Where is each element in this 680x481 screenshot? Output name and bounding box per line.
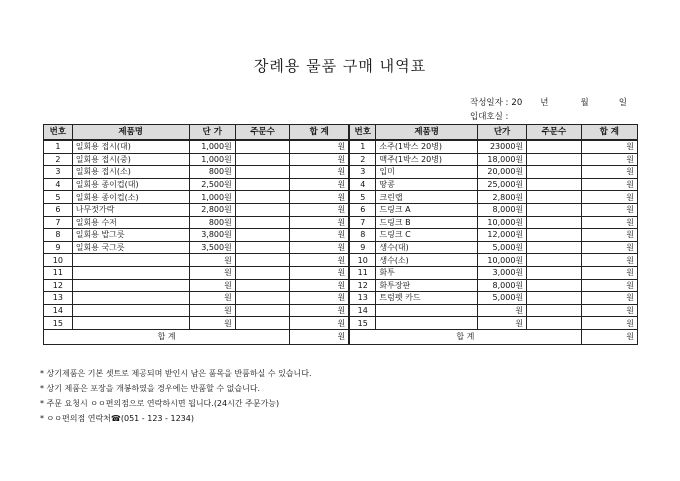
row-total[interactable]: 원 bbox=[290, 292, 350, 305]
row-qty[interactable] bbox=[235, 279, 289, 292]
row-no-right: 2 bbox=[349, 153, 376, 166]
row-unit-price: 3,500원 bbox=[189, 241, 235, 254]
header-no: 번호 bbox=[44, 125, 73, 141]
row-total-right[interactable]: 원 bbox=[581, 266, 637, 279]
row-product bbox=[72, 266, 189, 279]
row-no-right: 7 bbox=[349, 216, 376, 229]
row-product: 일회용 국그릇 bbox=[72, 241, 189, 254]
page-title: 장례용 물품 구매 내역표 bbox=[253, 57, 427, 75]
row-product bbox=[72, 304, 189, 317]
header-no-right: 번호 bbox=[349, 125, 376, 141]
row-product-right: 소주(1박스 20병) bbox=[376, 140, 478, 153]
row-unit-price: 1,000원 bbox=[189, 191, 235, 204]
row-no-right: 3 bbox=[349, 166, 376, 179]
row-no: 13 bbox=[44, 292, 73, 305]
row-product-right bbox=[376, 317, 478, 330]
row-total-right[interactable]: 원 bbox=[581, 254, 637, 267]
row-qty[interactable] bbox=[235, 292, 289, 305]
row-no: 3 bbox=[44, 166, 73, 179]
row-unit-price-right: 5,000원 bbox=[477, 241, 526, 254]
header-total: 합 계 bbox=[290, 125, 350, 141]
row-unit-price-right: 23000원 bbox=[477, 140, 526, 153]
room-label: 입대호실 : bbox=[470, 112, 509, 122]
row-qty[interactable] bbox=[235, 153, 289, 166]
row-unit-price: 1,000원 bbox=[189, 153, 235, 166]
row-no-right: 12 bbox=[349, 279, 376, 292]
row-unit-price-right: 10,000원 bbox=[477, 216, 526, 229]
row-no: 4 bbox=[44, 178, 73, 191]
row-no-right: 13 bbox=[349, 292, 376, 305]
row-qty-right[interactable] bbox=[527, 178, 581, 191]
row-product: 일회용 종이컵(대) bbox=[72, 178, 189, 191]
row-total-right[interactable]: 원 bbox=[581, 191, 637, 204]
row-total[interactable]: 원 bbox=[290, 178, 350, 191]
row-qty-right[interactable] bbox=[527, 166, 581, 179]
row-total[interactable]: 원 bbox=[290, 254, 350, 267]
header-product: 제품명 bbox=[72, 125, 189, 141]
row-unit-price: 원 bbox=[189, 304, 235, 317]
table-row bbox=[44, 304, 638, 317]
row-qty[interactable] bbox=[235, 266, 289, 279]
row-total-right[interactable]: 원 bbox=[581, 304, 637, 317]
row-qty[interactable] bbox=[235, 203, 289, 216]
date-label: 작성일자 : bbox=[470, 98, 509, 108]
row-qty-right[interactable] bbox=[527, 266, 581, 279]
row-product: 일회용 접시(소) bbox=[72, 166, 189, 179]
row-unit-price-right: 원 bbox=[477, 317, 526, 330]
total-value-left[interactable]: 원 bbox=[290, 329, 350, 344]
table-row bbox=[44, 166, 638, 179]
row-total[interactable]: 원 bbox=[290, 266, 350, 279]
header-product-right: 제품명 bbox=[376, 125, 478, 141]
table-row bbox=[44, 140, 638, 153]
total-value-right[interactable]: 원 bbox=[581, 329, 637, 344]
row-no-right: 4 bbox=[349, 178, 376, 191]
row-total[interactable]: 원 bbox=[290, 216, 350, 229]
row-no-right: 6 bbox=[349, 203, 376, 216]
date-line bbox=[470, 96, 627, 108]
row-qty-right[interactable] bbox=[527, 140, 581, 153]
row-unit-price: 원 bbox=[189, 254, 235, 267]
row-no: 2 bbox=[44, 153, 73, 166]
row-product: 일회용 종이컵(소) bbox=[72, 191, 189, 204]
row-product: 일회용 수저 bbox=[72, 216, 189, 229]
row-qty[interactable] bbox=[235, 254, 289, 267]
row-no-right: 15 bbox=[349, 317, 376, 330]
row-unit-price-right: 18,000원 bbox=[477, 153, 526, 166]
row-unit-price: 원 bbox=[189, 292, 235, 305]
row-total-right[interactable]: 원 bbox=[581, 153, 637, 166]
row-unit-price-right: 2,800원 bbox=[477, 191, 526, 204]
row-total[interactable]: 원 bbox=[290, 279, 350, 292]
row-unit-price: 2,800원 bbox=[189, 203, 235, 216]
row-unit-price: 2,500원 bbox=[189, 178, 235, 191]
note-item: * 주문 요청시 ㅇㅇ편의점으로 연락하시면 됩니다.(24시간 주문가능) bbox=[40, 399, 280, 408]
row-product-right: 드링크 C bbox=[376, 229, 478, 242]
table-row bbox=[44, 203, 638, 216]
row-unit-price-right: 12,000원 bbox=[477, 229, 526, 242]
row-no-right: 11 bbox=[349, 266, 376, 279]
row-total-right[interactable]: 원 bbox=[581, 203, 637, 216]
table-row bbox=[44, 254, 638, 267]
row-unit-price-right: 20,000원 bbox=[477, 166, 526, 179]
row-qty[interactable] bbox=[235, 216, 289, 229]
row-no-right: 8 bbox=[349, 229, 376, 242]
row-unit-price-right: 10,000원 bbox=[477, 254, 526, 267]
row-unit-price: 3,800원 bbox=[189, 229, 235, 242]
row-no-right: 9 bbox=[349, 241, 376, 254]
table-row bbox=[44, 229, 638, 242]
table-row bbox=[44, 153, 638, 166]
row-no: 9 bbox=[44, 241, 73, 254]
row-no: 12 bbox=[44, 279, 73, 292]
row-no: 10 bbox=[44, 254, 73, 267]
order-table bbox=[43, 124, 638, 345]
row-product-right: 땅콩 bbox=[376, 178, 478, 191]
row-unit-price-right: 원 bbox=[477, 304, 526, 317]
table-row bbox=[44, 317, 638, 330]
total-label-left: 합 계 bbox=[44, 329, 290, 344]
note-item: * 상기제품은 기본 셋트로 제공되며 받인시 남은 품목을 반품하실 수 있습니다. bbox=[40, 369, 312, 378]
row-qty[interactable] bbox=[235, 191, 289, 204]
row-no-right: 1 bbox=[349, 140, 376, 153]
row-product: 일회용 접시(대) bbox=[72, 140, 189, 153]
row-product-right: 맥주(1박스 20병) bbox=[376, 153, 478, 166]
day-unit: 일 bbox=[618, 98, 627, 108]
row-unit-price: 원 bbox=[189, 317, 235, 330]
row-total-right[interactable]: 원 bbox=[581, 241, 637, 254]
row-product bbox=[72, 279, 189, 292]
row-unit-price: 원 bbox=[189, 279, 235, 292]
year-prefix: 20 bbox=[511, 98, 523, 108]
row-unit-price-right: 3,000원 bbox=[477, 266, 526, 279]
row-total[interactable]: 원 bbox=[290, 229, 350, 242]
header-unit-price: 단 가 bbox=[189, 125, 235, 141]
note-item: * ㅇㅇ편의점 연락처☎(051 - 123 - 1234) bbox=[40, 414, 194, 423]
row-qty[interactable] bbox=[235, 229, 289, 242]
row-product-right: 화투 bbox=[376, 266, 478, 279]
row-product: 일회용 밥그릇 bbox=[72, 229, 189, 242]
row-total[interactable]: 원 bbox=[290, 191, 350, 204]
row-total-right[interactable]: 원 bbox=[581, 178, 637, 191]
year-unit: 년 bbox=[540, 98, 549, 108]
header-total-right: 합 계 bbox=[581, 125, 637, 141]
row-total[interactable]: 원 bbox=[290, 304, 350, 317]
row-total[interactable]: 원 bbox=[290, 153, 350, 166]
row-no: 5 bbox=[44, 191, 73, 204]
row-product-right: 입미 bbox=[376, 166, 478, 179]
row-product-right: 생수(소) bbox=[376, 254, 478, 267]
row-qty-right[interactable] bbox=[527, 292, 581, 305]
row-total-right[interactable]: 원 bbox=[581, 292, 637, 305]
row-product-right: 화투장판 bbox=[376, 279, 478, 292]
table-row bbox=[44, 241, 638, 254]
table-row bbox=[44, 279, 638, 292]
row-no: 14 bbox=[44, 304, 73, 317]
row-total[interactable]: 원 bbox=[290, 203, 350, 216]
notes bbox=[40, 366, 312, 426]
total-label-right: 합 계 bbox=[349, 329, 581, 344]
row-qty-right[interactable] bbox=[527, 241, 581, 254]
row-product-right: 드링크 B bbox=[376, 216, 478, 229]
row-qty-right[interactable] bbox=[527, 153, 581, 166]
row-qty[interactable] bbox=[235, 166, 289, 179]
row-unit-price: 원 bbox=[189, 266, 235, 279]
header-unit-price-right: 단가 bbox=[477, 125, 526, 141]
row-product: 일회용 접시(중) bbox=[72, 153, 189, 166]
row-qty[interactable] bbox=[235, 140, 289, 153]
row-unit-price: 800원 bbox=[189, 216, 235, 229]
row-no-right: 10 bbox=[349, 254, 376, 267]
row-no-right: 5 bbox=[349, 191, 376, 204]
row-product: 나무젓가락 bbox=[72, 203, 189, 216]
table-row bbox=[44, 178, 638, 191]
row-unit-price: 800원 bbox=[189, 166, 235, 179]
row-total[interactable]: 원 bbox=[290, 166, 350, 179]
row-total[interactable]: 원 bbox=[290, 140, 350, 153]
row-qty-right[interactable] bbox=[527, 203, 581, 216]
table-row bbox=[44, 191, 638, 204]
month-unit: 월 bbox=[580, 98, 589, 108]
row-qty-right[interactable] bbox=[527, 317, 581, 330]
row-product-right: 크린랩 bbox=[376, 191, 478, 204]
row-total-right[interactable]: 원 bbox=[581, 140, 637, 153]
row-qty[interactable] bbox=[235, 241, 289, 254]
row-product-right bbox=[376, 304, 478, 317]
row-qty-right[interactable] bbox=[527, 254, 581, 267]
row-unit-price-right: 8,000원 bbox=[477, 279, 526, 292]
row-total-right[interactable]: 원 bbox=[581, 229, 637, 242]
row-total[interactable]: 원 bbox=[290, 317, 350, 330]
row-total-right[interactable]: 원 bbox=[581, 166, 637, 179]
row-no: 11 bbox=[44, 266, 73, 279]
row-qty-right[interactable] bbox=[527, 279, 581, 292]
row-total-right[interactable]: 원 bbox=[581, 317, 637, 330]
note-item: * 상기 제품은 포장을 개봉하였을 경우에는 반품할 수 없습니다. bbox=[40, 384, 261, 393]
row-unit-price-right: 8,000원 bbox=[477, 203, 526, 216]
table-row bbox=[44, 216, 638, 229]
row-total[interactable]: 원 bbox=[290, 241, 350, 254]
row-qty-right[interactable] bbox=[527, 304, 581, 317]
row-product bbox=[72, 292, 189, 305]
row-qty[interactable] bbox=[235, 178, 289, 191]
row-unit-price-right: 25,000원 bbox=[477, 178, 526, 191]
row-qty[interactable] bbox=[235, 317, 289, 330]
row-product bbox=[72, 254, 189, 267]
row-total-right[interactable]: 원 bbox=[581, 279, 637, 292]
row-qty[interactable] bbox=[235, 304, 289, 317]
total-row bbox=[44, 329, 638, 344]
row-no: 6 bbox=[44, 203, 73, 216]
row-total-right[interactable]: 원 bbox=[581, 216, 637, 229]
row-no: 1 bbox=[44, 140, 73, 153]
row-product-right: 생수(대) bbox=[376, 241, 478, 254]
row-unit-price: 1,000원 bbox=[189, 140, 235, 153]
row-product-right: 드링크 A bbox=[376, 203, 478, 216]
row-qty-right[interactable] bbox=[527, 191, 581, 204]
row-unit-price-right: 5,000원 bbox=[477, 292, 526, 305]
header-qty-right: 주문수 bbox=[527, 125, 581, 141]
row-no: 8 bbox=[44, 229, 73, 242]
table-row bbox=[44, 292, 638, 305]
header-row bbox=[44, 125, 638, 141]
header-qty: 주문수 bbox=[235, 125, 289, 141]
row-no-right: 14 bbox=[349, 304, 376, 317]
row-no: 7 bbox=[44, 216, 73, 229]
table-row bbox=[44, 266, 638, 279]
row-product bbox=[72, 317, 189, 330]
row-product-right: 트럼펫 카드 bbox=[376, 292, 478, 305]
row-qty-right[interactable] bbox=[527, 216, 581, 229]
room-line bbox=[470, 110, 508, 122]
row-qty-right[interactable] bbox=[527, 229, 581, 242]
row-no: 15 bbox=[44, 317, 73, 330]
